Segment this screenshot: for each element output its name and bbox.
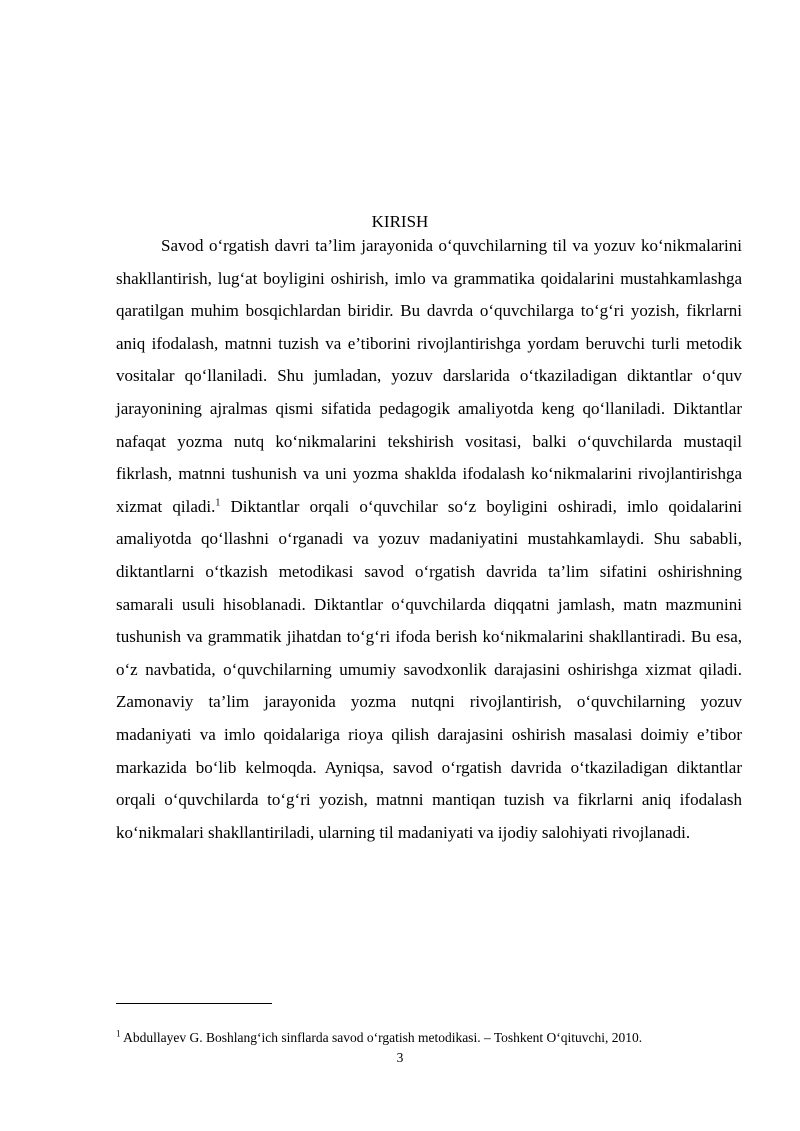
section-heading: KIRISH	[371, 212, 429, 231]
footnote	[116, 1029, 756, 1047]
footnote-number: 1	[116, 1028, 121, 1039]
page-number: 3	[396, 1050, 404, 1065]
footnote-text: Abdullayev G. Boshlang‘ich sinflarda savod o‘rgatish metodikasi. – Toshkent O‘qituvchi, 2010.	[120, 1030, 643, 1045]
footnote-separator	[116, 1003, 272, 1004]
paragraph-text-part2: Diktantlar orqali o‘quvchilar so‘z boyligini oshiradi, imlo qoidalarini amaliyotda qo‘llashni o‘rganadi va yozuv madaniyatini mustahkamlaydi. Shu sababli, diktantlarni o‘tkazish metodikasi savod o‘rgatish davrida ta’lim sifatini oshirishning samarali usuli hisoblanadi. Diktantlar o‘quvchilarda diqqatni jamlash, matn mazmunini tushunish va grammatik jihatdan to‘g‘ri ifoda berish ko‘nikmalarini shakllantiradi. Bu esa, o‘z navbatida, o‘quvchilarning umumiy savodxonlik darajasini oshirishga xizmat qiladi. Zamonaviy ta’lim jarayonida yozma nutqni rivojlantirish, o‘quvchilarning yozuv madaniyati va imlo qoidalariga rioya qilish darajasini oshirish masalasi doimiy e’tibor markazida bo‘lib kelmoqda. Ayniqsa, savod o‘rgatish davrida o‘tkaziladigan diktantlar orqali o‘quvchilarda to‘g‘ri yozish, matnni mantiqan tuzish va fikrlarni aniq ifodalash ko‘nikmalari shakllantiriladi, ularning til madaniyati va ijodiy salohiyati rivojlanadi.	[116, 496, 742, 842]
footnote-reference: 1	[215, 497, 221, 509]
body-paragraph	[116, 230, 742, 849]
paragraph-text-part1: Savod o‘rgatish davri ta’lim jarayonida o‘quvchilarning til va yozuv ko‘nikmalarini shakllantirish, lug‘at boyligini oshirish, imlo va grammatika qoidalarini mustahkamlashga qaratilgan muhim bosqichlardan biridir. Bu davrda o‘quvchilarga to‘g‘ri yozish, fikrlarni aniq ifodalash, matnni tuzish va e’tiborini rivojlantirishga yordam beruvchi turli metodik vositalar qo‘llaniladi. Shu jumladan, yozuv darslarida o‘tkaziladigan diktantlar o‘quv jarayonining ajralmas qismi sifatida pedagogik amaliyotda keng qo‘llaniladi. Diktantlar nafaqat yozma nutq ko‘nikmalarini tekshirish vositasi, balki o‘quvchilarda mustaqil fikrlash, matnni tushunish va uni yozma shaklda ifodalash ko‘nikmalarini rivojlantirishga xizmat qiladi.	[116, 236, 742, 516]
